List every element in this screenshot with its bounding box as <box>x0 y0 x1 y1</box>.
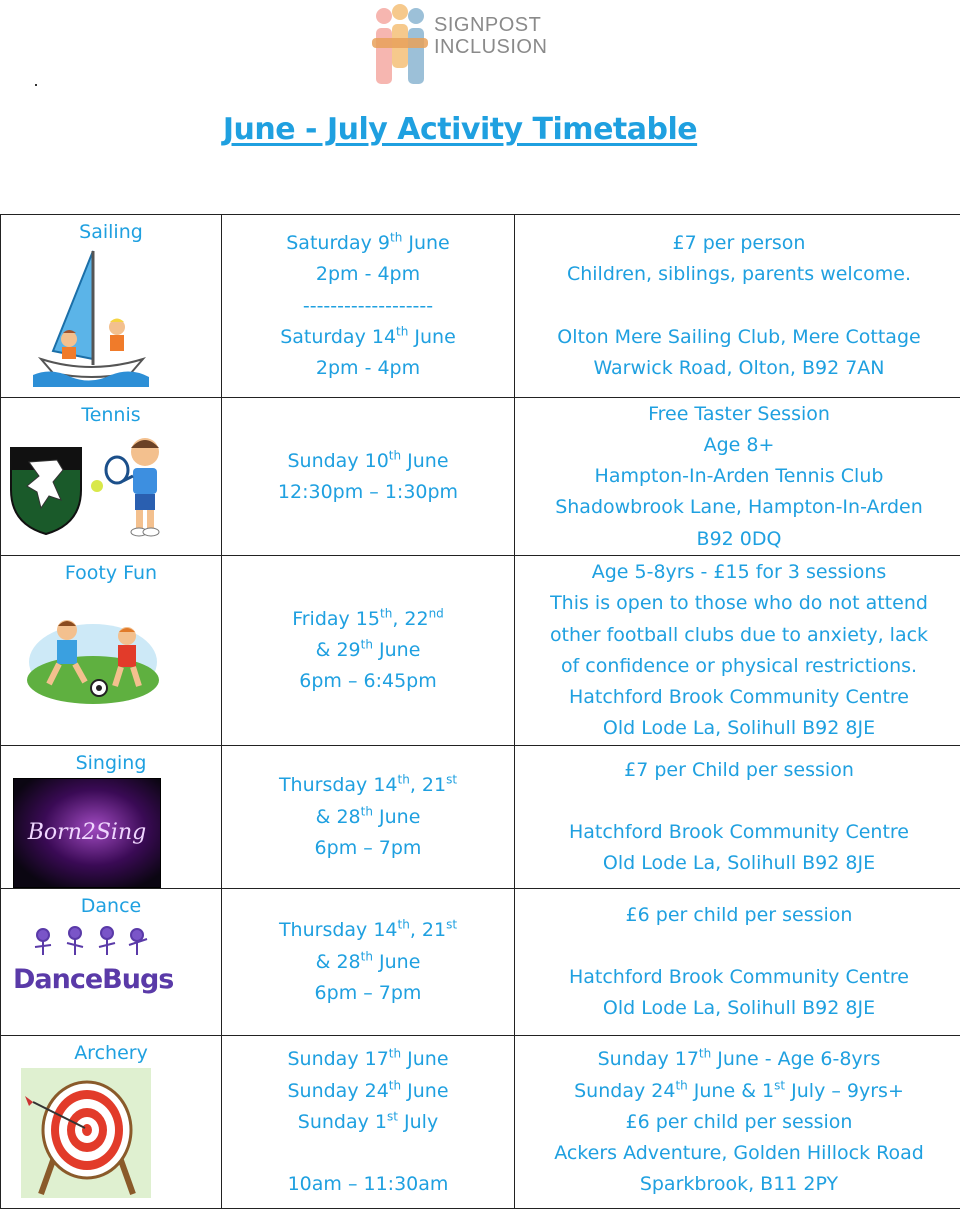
details-cell <box>515 398 960 556</box>
logo-text <box>434 14 547 58</box>
activity-name: Sailing <box>1 215 221 247</box>
detail-line: Hatchford Brook Community Centre <box>515 817 960 848</box>
detail-line: Old Lode La, Solihull B92 8JE <box>515 848 960 879</box>
detail-line: Shadowbrook Lane, Hampton-In-Arden <box>515 492 960 523</box>
detail-line: Warwick Road, Olton, B92 7AN <box>515 353 960 384</box>
dates-cell <box>222 746 515 889</box>
date-line: Friday 15th, 22nd <box>222 604 514 635</box>
detail-line: Old Lode La, Solihull B92 8JE <box>515 993 960 1024</box>
date-line <box>222 1138 514 1169</box>
activity-name: Archery <box>1 1036 221 1068</box>
activity-cell <box>1 215 222 398</box>
detail-line: Age 5-8yrs - £15 for 3 sessions <box>515 557 960 588</box>
activity-illustration <box>13 921 163 1007</box>
date-line: Thursday 14th, 21st <box>222 915 514 946</box>
detail-line: Old Lode La, Solihull B92 8JE <box>515 713 960 744</box>
dates-cell <box>222 215 515 398</box>
born2sing-logo <box>13 778 161 888</box>
dancebugs-logo-text: DanceBugs <box>13 965 163 995</box>
detail-line <box>515 786 960 817</box>
date-line: & 29th June <box>222 635 514 666</box>
detail-line: Hatchford Brook Community Centre <box>515 682 960 713</box>
date-line: Sunday 24th June <box>222 1076 514 1107</box>
activity-row <box>1 215 960 398</box>
activity-illustration <box>5 430 175 550</box>
dancing-bugs-icon <box>13 921 163 965</box>
detail-line <box>515 931 960 962</box>
activity-cell <box>1 556 222 746</box>
stray-dot <box>35 84 37 86</box>
activity-cell <box>1 1036 222 1209</box>
activity-illustration <box>21 1068 151 1208</box>
details-cell <box>515 215 960 398</box>
date-line: 6pm – 7pm <box>222 978 514 1009</box>
tennis-club-shield-icon <box>11 448 81 534</box>
timetable <box>0 214 960 1209</box>
born2sing-logo-text: Born2Sing <box>14 821 160 845</box>
activity-cell <box>1 889 222 1036</box>
dates-cell <box>222 889 515 1036</box>
activity-illustration <box>23 600 163 720</box>
detail-line: This is open to those who do not attend <box>515 588 960 619</box>
detail-line: Sunday 24th June & 1st July – 9yrs+ <box>515 1076 960 1107</box>
date-line: Sunday 17th June <box>222 1044 514 1075</box>
people-icon <box>370 4 432 88</box>
activity-name: Tennis <box>1 398 221 430</box>
dates-cell <box>222 556 515 746</box>
dancebugs-logo <box>13 921 163 1007</box>
activity-row <box>1 889 960 1036</box>
boy-with-racket-icon <box>91 438 159 536</box>
logo-line-2: INCLUSION <box>434 36 547 58</box>
detail-line: £7 per person <box>515 228 960 259</box>
detail-line: £6 per child per session <box>515 900 960 931</box>
date-line: 2pm - 4pm <box>222 353 514 384</box>
detail-line: Free Taster Session <box>515 399 960 430</box>
date-line: Saturday 9th June <box>222 228 514 259</box>
detail-line: £6 per child per session <box>515 1107 960 1138</box>
sailboat-icon <box>31 247 151 387</box>
tennis-icons <box>5 430 175 540</box>
logo-line-1: SIGNPOST <box>434 14 541 36</box>
details-cell <box>515 1036 960 1209</box>
date-line: & 28th June <box>222 802 514 833</box>
activity-name: Singing <box>1 746 221 778</box>
page-title: June - July Activity Timetable <box>0 112 920 147</box>
details-cell <box>515 746 960 889</box>
date-line: ------------------- <box>222 291 514 322</box>
date-line: 12:30pm – 1:30pm <box>222 477 514 508</box>
activity-cell <box>1 746 222 889</box>
detail-line: B92 0DQ <box>515 524 960 555</box>
activity-cell <box>1 398 222 556</box>
date-line: Saturday 14th June <box>222 322 514 353</box>
activity-illustration <box>17 778 163 888</box>
date-line: 2pm - 4pm <box>222 259 514 290</box>
activity-row <box>1 746 960 889</box>
activity-row <box>1 556 960 746</box>
date-line: Thursday 14th, 21st <box>222 770 514 801</box>
football-kids-icon <box>23 600 163 710</box>
date-line: 10am – 11:30am <box>222 1169 514 1200</box>
date-line: 6pm – 7pm <box>222 833 514 864</box>
detail-line: Children, siblings, parents welcome. <box>515 259 960 290</box>
detail-line: Hatchford Brook Community Centre <box>515 962 960 993</box>
detail-line: £7 per Child per session <box>515 755 960 786</box>
activity-row <box>1 1036 960 1209</box>
date-line: 6pm – 6:45pm <box>222 666 514 697</box>
activity-row <box>1 398 960 556</box>
dates-cell <box>222 1036 515 1209</box>
details-cell <box>515 556 960 746</box>
details-cell <box>515 889 960 1036</box>
detail-line: Hampton-In-Arden Tennis Club <box>515 461 960 492</box>
date-line: Sunday 1st July <box>222 1107 514 1138</box>
detail-line: Sunday 17th June - Age 6-8yrs <box>515 1044 960 1075</box>
signpost-inclusion-logo <box>370 4 570 88</box>
detail-line: Age 8+ <box>515 430 960 461</box>
detail-line: other football clubs due to anxiety, lack <box>515 620 960 651</box>
detail-line: Sparkbrook, B11 2PY <box>515 1169 960 1200</box>
activity-illustration <box>31 247 151 397</box>
activity-name: Footy Fun <box>1 556 221 588</box>
detail-line <box>515 291 960 322</box>
archery-target-icon <box>21 1068 151 1198</box>
activity-name: Dance <box>1 889 221 921</box>
date-line: Sunday 10th June <box>222 446 514 477</box>
dates-cell <box>222 398 515 556</box>
detail-line: Olton Mere Sailing Club, Mere Cottage <box>515 322 960 353</box>
date-line: & 28th June <box>222 947 514 978</box>
detail-line: of confidence or physical restrictions. <box>515 651 960 682</box>
detail-line: Ackers Adventure, Golden Hillock Road <box>515 1138 960 1169</box>
